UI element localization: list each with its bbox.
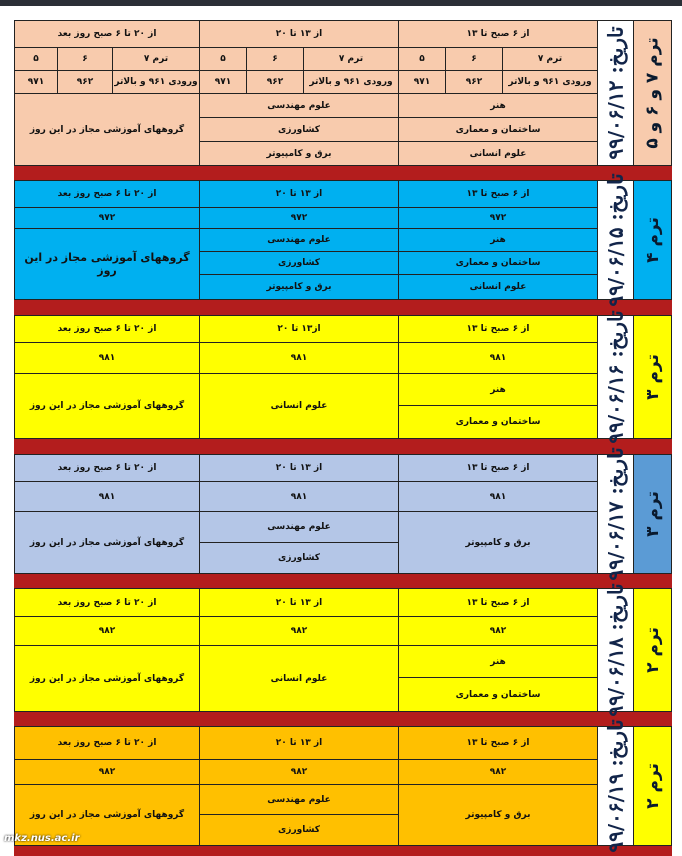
time-slot-morning: از ۶ صبح تا ۱۳ [398,181,597,207]
term-cell: ۵ [199,48,246,70]
allowed-groups-label: گروههای آموزشی مجاز در این روز [24,251,190,277]
term-cell: ترم ۷ [112,48,199,70]
term-label [633,589,671,711]
entry-cell: ورودی ۹۶۱ و بالاتر [303,71,398,93]
subject-cell: هنر [399,229,597,252]
time-slot-night: از ۲۰ تا ۶ صبح روز بعد [57,738,157,748]
subject-cell: هنر [399,94,597,118]
date-label-text: ۹۹/۰۶/۱۷ :تاریخ [603,447,628,581]
subjects-column [398,785,597,845]
subject-cell: برق و کامپیوتر [266,282,332,292]
code-cell: ۹۸۱ [98,491,116,502]
code-cell: ۹۸۲ [199,760,398,784]
term-cell: ۵ [398,48,445,70]
code-cell: ۹۸۲ [199,617,398,645]
time-slot-morning: از ۶ صبح تا ۱۳ [398,455,597,481]
time-row [15,316,597,343]
subject-cell: علوم مهندسی [200,512,398,543]
schedule-section-6 [14,719,672,853]
subjects-block [15,374,597,438]
time-row [15,181,597,208]
schedule-section-1 [14,20,672,166]
schedule-grid [15,316,597,438]
time-slot-morning: از ۶ صبح تا ۱۳ [398,316,597,342]
allowed-column [15,374,199,438]
code-cell: ۹۸۱ [199,343,398,373]
subject-cell: علوم انسانی [270,673,328,684]
allowed-column [15,229,199,299]
subjects-block [15,94,597,165]
subject-cell: ساختمان و معماری [399,118,597,142]
schedule-section-3 [14,310,672,444]
term-label [633,455,671,573]
date-label-text: ۹۹/۰۶/۱۲ :تاریخ [603,26,628,160]
time-slot-night: از ۲۰ تا ۶ صبح روز بعد [57,324,157,334]
time-slot-night: از ۲۰ تا ۶ صبح روز بعد [57,463,157,473]
term-cell: ترم ۷ [502,48,597,70]
date-label [597,21,633,165]
subjects-column [398,94,597,165]
subjects-column [199,785,398,845]
schedule-section-4 [14,447,672,581]
code-cell: ۹۸۱ [199,482,398,511]
entry-cell: ۹۶۲ [57,71,112,93]
code-cell: ۹۸۲ [398,617,597,645]
entry-cell: ۹۶۲ [445,71,502,93]
date-label [597,310,633,444]
subjects-column [398,646,597,711]
subject-cell: کشاورزی [200,118,398,142]
date-label-text: ۹۹/۰۶/۱۶ :تاریخ [603,310,628,444]
subject-cell: علوم انسانی [469,282,527,292]
schedule-grid [15,181,597,299]
subjects-block [15,512,597,573]
subjects-column [199,646,398,711]
code-row [15,343,597,374]
schedule-section-5 [14,583,672,717]
entry-row [15,71,597,94]
code-cell: ۹۸۲ [98,626,116,636]
watermark: mkz.nus.ac.ir [4,833,80,844]
subject-cell: برق و کامپیوتر [465,810,531,820]
term-label [633,181,671,299]
term-cell: ۶ [57,48,112,70]
allowed-column [15,512,199,573]
entry-cell: ۹۷۱ [398,71,445,93]
time-row [15,589,597,617]
subjects-column [398,512,597,573]
time-slot-afternoon: از ۱۳ تا ۲۰ [199,455,398,481]
schedule-grid [15,589,597,711]
date-label-text: ۹۹/۰۶/۱۹ :تاریخ [603,719,628,853]
term-label-text: ترم ۲ [642,627,663,673]
entry-cell: ورودی ۹۶۱ و بالاتر [112,71,199,93]
subject-cell: ساختمان و معماری [455,417,541,427]
term-cell: ۶ [246,48,303,70]
subject-cell: کشاورزی [278,553,320,563]
code-row [15,208,597,229]
schedule-section-2 [14,173,672,307]
subject-cell: برق و کامپیوتر [465,537,531,548]
date-label-text: ۹۹/۰۶/۱۵ :تاریخ [603,173,628,307]
schedule-grid [15,21,597,165]
time-slot-morning: از ۶ صبح تا ۱۳ [398,589,597,616]
allowed-column [15,94,199,165]
code-cell: ۹۸۱ [398,482,597,511]
time-slot-night: از ۲۰ تا ۶ صبح روز بعد [57,189,157,199]
time-slot-morning: از ۶ صبح تا ۱۳ [398,21,597,47]
term-label [633,727,671,845]
subjects-column [199,512,398,573]
top-bar [0,0,682,6]
term-label-text: ترم ۳ [642,354,663,400]
code-cell: ۹۸۲ [98,767,116,777]
term-cell: ۵ [33,54,39,64]
subject-cell: ساختمان و معماری [455,689,541,700]
entry-cell: ۹۶۲ [246,71,303,93]
subject-cell: برق و کامپیوتر [266,148,332,159]
time-slot-night: از ۲۰ تا ۶ صبح روز بعد [57,597,157,608]
entry-cell: ورودی ۹۶۱ و بالاتر [502,71,597,93]
schedule-grid [15,727,597,845]
code-cell: ۹۸۱ [398,343,597,373]
subjects-column [398,229,597,299]
code-row [15,760,597,785]
time-slot-afternoon: از ۱۳ تا ۲۰ [199,21,398,47]
subject-cell: علوم انسانی [270,401,328,411]
subjects-block [15,785,597,845]
code-cell: ۹۷۲ [98,213,116,223]
date-label [597,583,633,717]
allowed-groups-label: گروههای آموزشی مجاز در این روز [29,537,185,548]
schedule-grid [15,455,597,573]
date-label [597,719,633,853]
subject-cell: علوم مهندسی [200,785,398,815]
subjects-block [15,646,597,711]
subject-cell: علوم مهندسی [200,94,398,118]
entry-cell: ۹۷۱ [27,77,45,87]
date-label [597,173,633,307]
subjects-column [199,94,398,165]
time-row [15,455,597,482]
code-cell: ۹۸۱ [98,353,116,363]
code-cell: ۹۷۲ [199,208,398,228]
time-slot-night: از ۲۰ تا ۶ صبح روز بعد [57,29,157,39]
time-slot-afternoon: از ۱۳ تا ۲۰ [199,727,398,759]
subjects-column [199,374,398,438]
subject-cell: هنر [399,646,597,678]
term-label-text: ترم ۷ و ۶ و ۵ [642,37,663,149]
term-label-text: ترم ۲ [642,763,663,809]
entry-cell: ۹۷۱ [199,71,246,93]
date-label [597,447,633,581]
subject-cell: علوم انسانی [469,148,527,159]
code-row [15,617,597,646]
subject-cell: کشاورزی [278,825,320,835]
subject-cell: علوم مهندسی [200,229,398,252]
subject-cell: کشاورزی [200,252,398,275]
time-row [15,21,597,48]
time-slot-morning: از ۶ صبح تا ۱۳ [398,727,597,759]
code-cell: ۹۸۲ [398,760,597,784]
term-label [633,21,671,165]
time-slot-afternoon: از۱۳ تا ۲۰ [199,316,398,342]
allowed-groups-label: گروههای آموزشی مجاز در این روز [29,401,185,411]
allowed-groups-label: گروههای آموزشی مجاز در این روز [29,673,185,684]
code-cell: ۹۷۲ [398,208,597,228]
subjects-column [398,374,597,438]
allowed-groups-label: گروههای آموزشی مجاز در این روز [29,810,185,820]
term-label-text: ترم ۳ [642,491,663,537]
term-cell: ۶ [445,48,502,70]
time-slot-afternoon: از ۱۳ تا ۲۰ [199,589,398,616]
exam-schedule-page [14,20,672,856]
subject-cell: هنر [399,374,597,406]
term-cell: ترم ۷ [303,48,398,70]
term-row [15,48,597,71]
subjects-column [199,229,398,299]
time-slot-afternoon: از ۱۳ تا ۲۰ [199,181,398,207]
subjects-block [15,229,597,299]
term-label-text: ترم ۴ [642,217,663,263]
allowed-column [15,646,199,711]
allowed-groups-label: گروههای آموزشی مجاز در این روز [29,124,185,135]
code-row [15,482,597,512]
term-label [633,316,671,438]
date-label-text: ۹۹/۰۶/۱۸ :تاریخ [603,583,628,717]
subject-cell: ساختمان و معماری [399,252,597,275]
time-row [15,727,597,760]
